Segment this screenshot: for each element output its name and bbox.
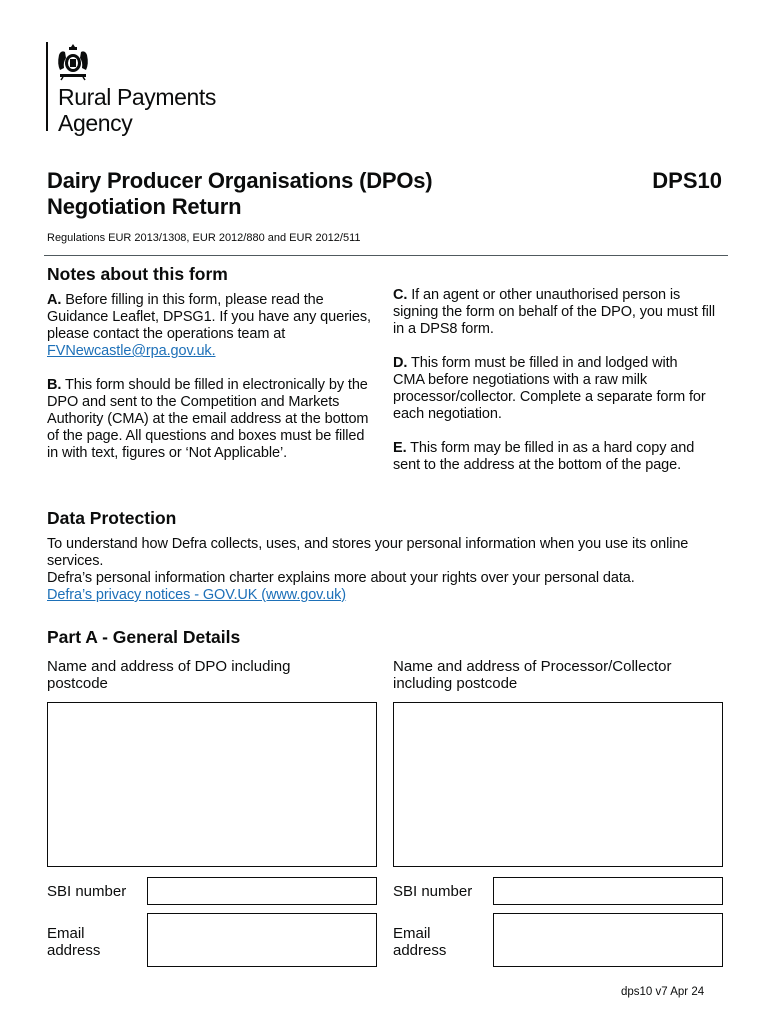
dpo-sbi-field[interactable] bbox=[147, 877, 377, 905]
contact-email-link[interactable]: FVNewcastle@rpa.gov.uk. bbox=[47, 343, 216, 359]
note-a bbox=[47, 292, 382, 360]
part-a-heading: Part A - General Details bbox=[47, 627, 241, 647]
note-e bbox=[393, 440, 711, 474]
note-b-text: This form should be filled in electronically by the DPO and sent to the Competition and Markets Authority (CMA) at the email address at the bottom of the page. All questions and boxes must be filled in with text, figures or ‘Not Applicable’. bbox=[47, 377, 369, 461]
form-title-line1: Dairy Producer Organisations (DPOs) bbox=[47, 168, 433, 193]
processor-name-address-label: Name and address of Processor/Collector including postcode bbox=[393, 658, 672, 692]
note-e-letter: E. bbox=[393, 440, 407, 456]
note-a-text: Before filling in this form, please read the Guidance Leaflet, DPSG1. If you have any queries, please contact the operations team at bbox=[47, 292, 371, 342]
form-code: DPS10 bbox=[652, 168, 722, 193]
form-version: dps10 v7 Apr 24 bbox=[621, 986, 705, 998]
form-title bbox=[47, 168, 432, 220]
processor-email-label bbox=[393, 925, 446, 959]
processor-email-label-line2: address bbox=[393, 942, 447, 959]
note-d-letter: D. bbox=[393, 355, 408, 371]
processor-email-field[interactable] bbox=[493, 913, 723, 967]
note-e-text: This form may be filled in as a hard copy and sent to the address at the bottom of the page. bbox=[393, 440, 695, 473]
note-c-text: If an agent or other unauthorised person is signing the form on behalf of the DPO, you must fill in a DPS8 form. bbox=[393, 287, 716, 337]
note-c bbox=[393, 287, 721, 338]
data-protection-text bbox=[47, 536, 729, 604]
privacy-notices-link[interactable]: Defra’s privacy notices - GOV.UK (www.gov.uk) bbox=[47, 587, 347, 603]
form-title-line2: Negotiation Return bbox=[47, 194, 242, 219]
dpo-email-label bbox=[47, 925, 100, 959]
dpo-email-label-line1: Email bbox=[47, 925, 85, 942]
dpo-email-label-line2: address bbox=[47, 942, 101, 959]
org-name-line2: Agency bbox=[58, 110, 133, 136]
processor-email-label-line1: Email bbox=[393, 925, 431, 942]
note-d-text: This form must be filled in and lodged with CMA before negotiations with a raw milk processor/collector. Complete a separate form for each negotiation. bbox=[393, 355, 706, 422]
dpo-name-address-label: Name and address of DPO including postcode bbox=[47, 658, 291, 692]
data-protection-heading: Data Protection bbox=[47, 508, 177, 528]
organisation-name bbox=[58, 84, 216, 136]
notes-heading: Notes about this form bbox=[47, 264, 228, 284]
regulations-text: Regulations EUR 2013/1308, EUR 2012/880 and EUR 2012/511 bbox=[47, 232, 361, 244]
processor-sbi-field[interactable] bbox=[493, 877, 723, 905]
note-b bbox=[47, 377, 377, 462]
dpo-email-field[interactable] bbox=[147, 913, 377, 967]
data-protection-line1: To understand how Defra collects, uses, and stores your personal information when you use its online services. bbox=[47, 536, 689, 569]
note-c-letter: C. bbox=[393, 287, 408, 303]
header-divider bbox=[44, 255, 728, 256]
data-protection-line2: Defra’s personal information charter explains more about your rights over your personal data. bbox=[47, 570, 635, 586]
note-d bbox=[393, 355, 711, 423]
dpo-sbi-label: SBI number bbox=[47, 883, 127, 900]
processor-sbi-label: SBI number bbox=[393, 883, 473, 900]
royal-crest-icon bbox=[56, 43, 90, 81]
dpo-name-address-field[interactable] bbox=[47, 702, 377, 867]
processor-name-address-field[interactable] bbox=[393, 702, 723, 867]
logo-divider bbox=[46, 42, 48, 131]
org-name-line1: Rural Payments bbox=[58, 84, 217, 110]
note-a-letter: A. bbox=[47, 292, 62, 308]
note-b-letter: B. bbox=[47, 377, 62, 393]
